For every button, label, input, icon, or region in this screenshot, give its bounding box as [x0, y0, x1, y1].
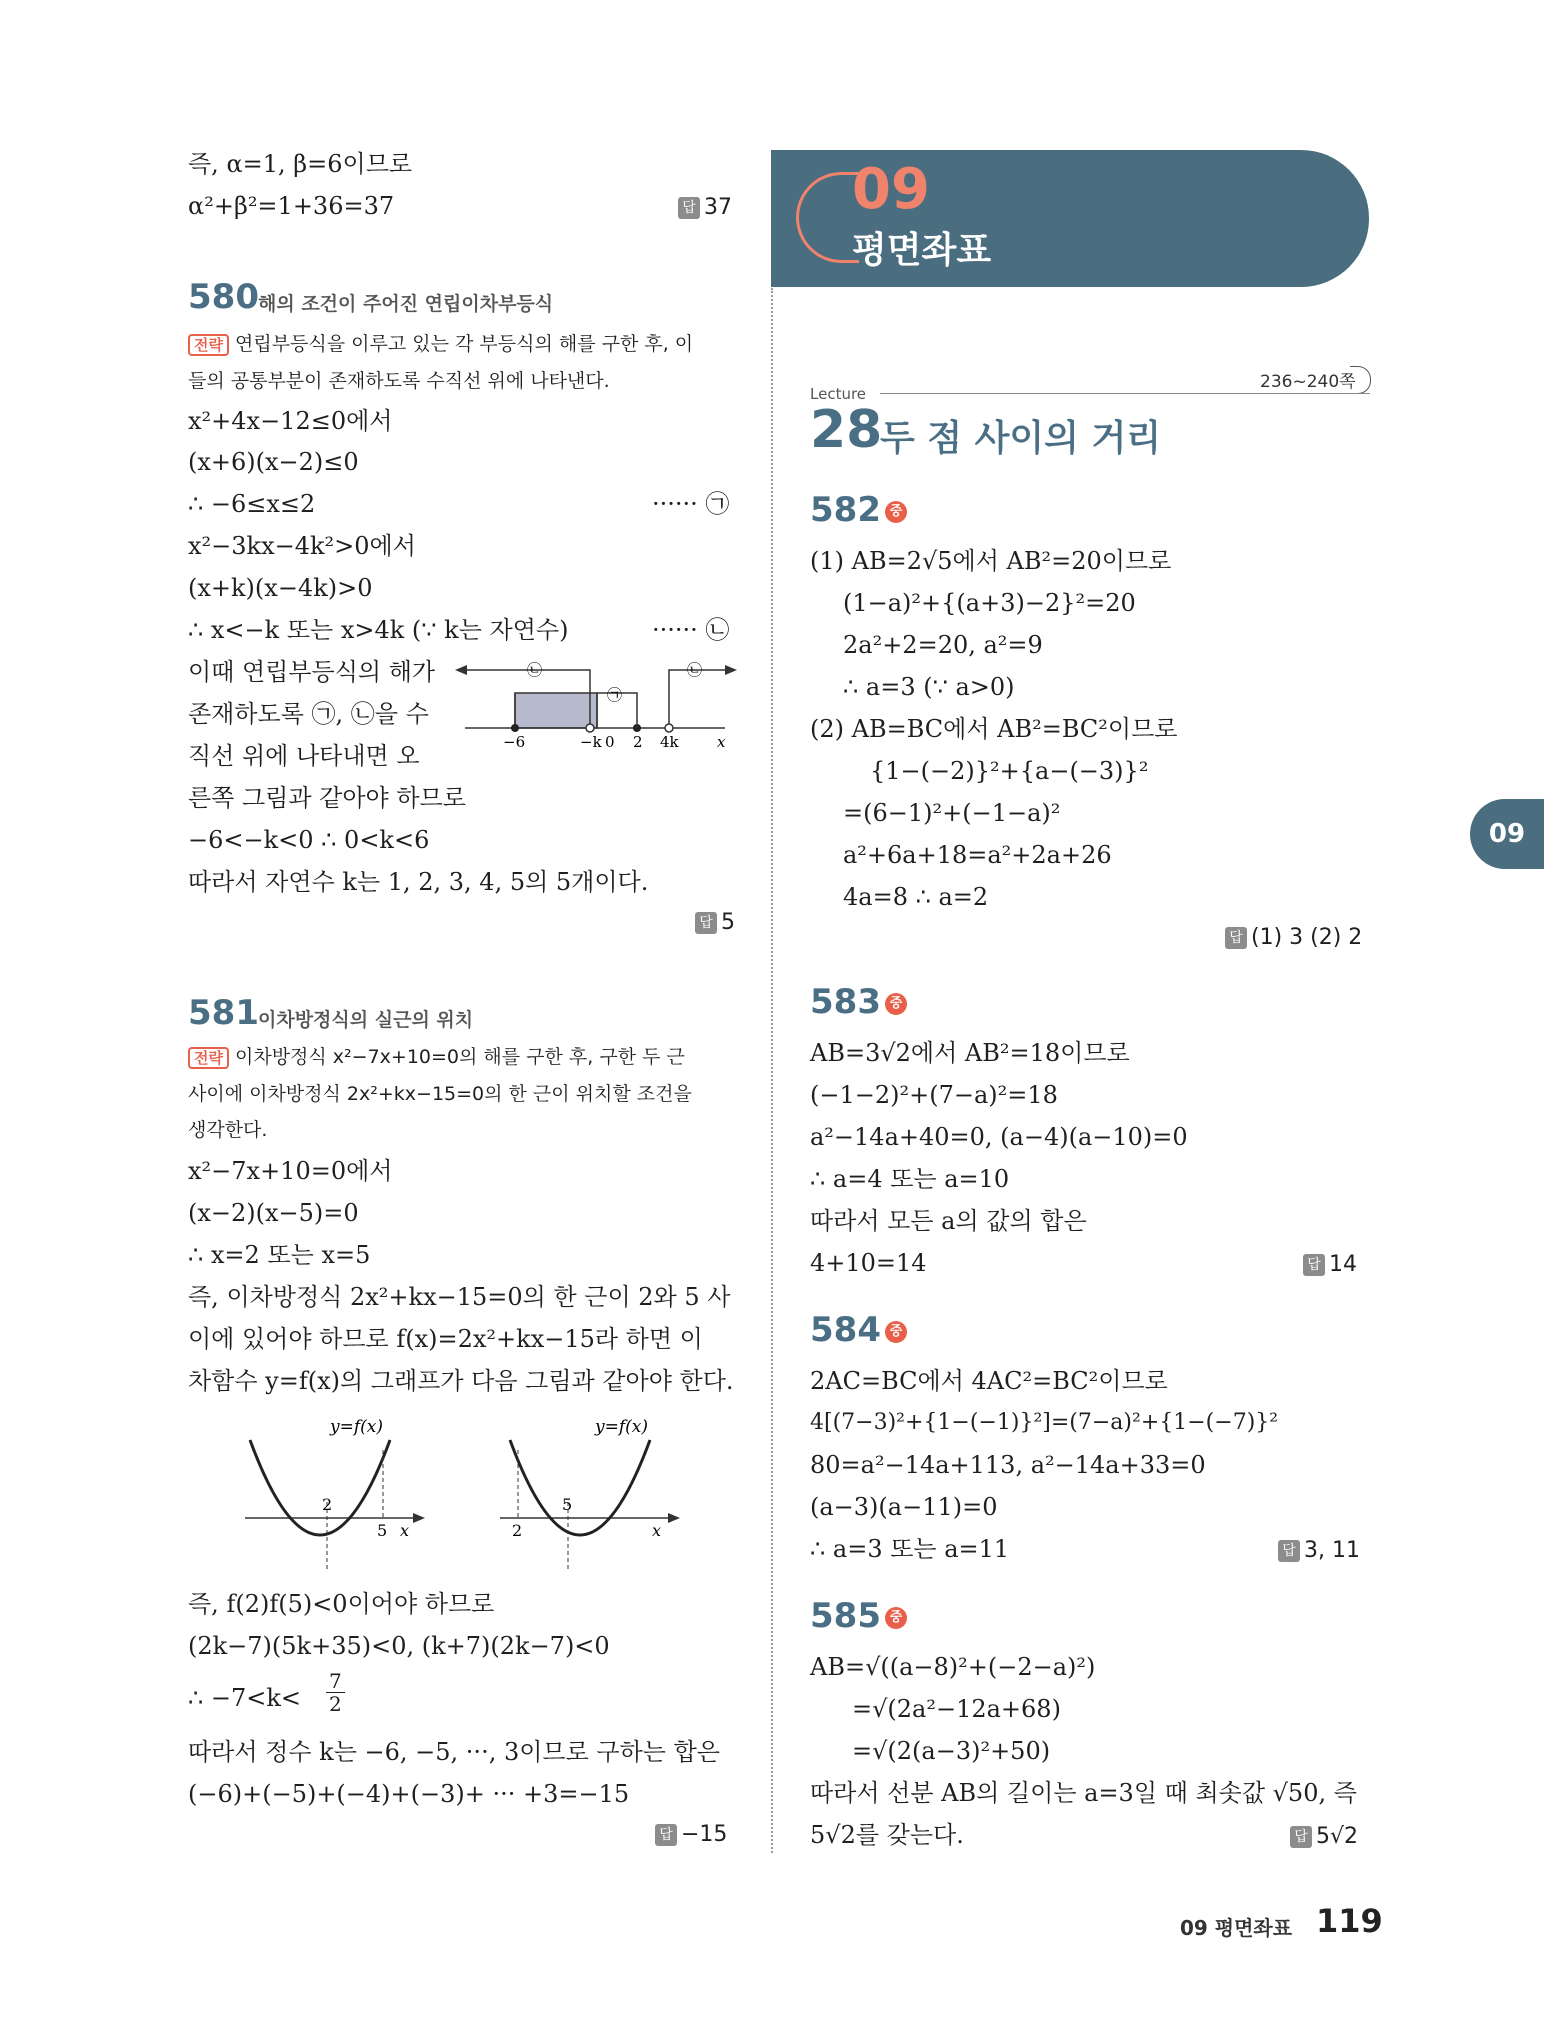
problem-number-text: 582	[810, 490, 881, 530]
axis-label: x	[400, 1521, 410, 1540]
answer-tag: 답	[695, 912, 717, 934]
footer-chapter-title: 09 평면좌표	[1180, 1916, 1293, 1940]
hint-text: 생각한다.	[188, 1119, 268, 1141]
answer	[1303, 1252, 1357, 1277]
text-line: ∴ a=3 또는 a=11	[810, 1535, 1010, 1563]
mark-label: ㉡	[527, 661, 543, 679]
text-line: (2k−7)(5k+35)<0, (k+7)(2k−7)<0	[188, 1632, 610, 1660]
text-line: =√(2a²−12a+68)	[852, 1695, 1061, 1723]
graph-label: y=f(x)	[330, 1417, 383, 1437]
problem-number	[810, 1596, 907, 1636]
answer	[678, 195, 732, 220]
answer-value: −15	[681, 1822, 728, 1847]
text-line: 차함수 y=f(x)의 그래프가 다음 그림과 같아야 한다.	[188, 1367, 734, 1395]
text-line: −6<−k<0 ∴ 0<k<6	[188, 826, 430, 854]
text-line: 존재하도록 ㉠, ㉡을 수	[188, 700, 429, 728]
text-line: ∴ x<−k 또는 x>4k (∵ k는 자연수)	[188, 616, 569, 644]
text-line: (x−2)(x−5)=0	[188, 1199, 359, 1227]
lecture-pages: 236~240쪽	[1260, 372, 1356, 392]
text-line: (x+k)(x−4k)>0	[188, 574, 373, 602]
axis-label: x	[652, 1521, 662, 1540]
text-line: 따라서 모든 a의 값의 합은	[810, 1207, 1087, 1235]
page-number: 119	[1316, 1902, 1383, 1940]
tick-label: 0	[605, 733, 615, 751]
text-line: 른쪽 그림과 같아야 하므로	[188, 784, 466, 812]
problem-title: 해의 조건이 주어진 연립이차부등식	[258, 293, 554, 315]
chapter-number: 09	[852, 157, 930, 222]
fraction	[326, 1670, 345, 1715]
strategy-hint	[188, 326, 733, 399]
text-line: 4a=8 ∴ a=2	[843, 883, 989, 911]
lecture-label: Lecture	[810, 385, 867, 403]
answer-tag: 답	[1225, 927, 1247, 949]
answer-tag: 답	[678, 197, 700, 219]
text-line: (2) AB=BC에서 AB²=BC²이므로	[810, 715, 1178, 743]
answer-value: (1) 3 (2) 2	[1251, 925, 1363, 950]
lecture-number: 28	[810, 400, 883, 460]
tick-label: −6	[503, 733, 526, 751]
answer	[655, 1822, 727, 1847]
text-line: (a−3)(a−11)=0	[810, 1493, 998, 1521]
text-line: (1−a)²+{(a+3)−2}²=20	[843, 589, 1136, 617]
answer	[1278, 1538, 1360, 1563]
strategy-hint	[188, 1039, 733, 1148]
text-line: ∴ x=2 또는 x=5	[188, 1241, 371, 1269]
problem-number: 580	[188, 277, 259, 317]
text-line: (−1−2)²+(7−a)²=18	[810, 1081, 1058, 1109]
text-line: 5√2를 갖는다.	[810, 1821, 964, 1849]
answer-value: 37	[704, 195, 732, 220]
answer-value: 3, 11	[1304, 1538, 1360, 1563]
problem-number	[810, 1310, 907, 1350]
problem-number-text: 585	[810, 1596, 881, 1636]
answer-tag: 답	[655, 1824, 677, 1846]
root-label: 2	[322, 1495, 333, 1514]
difficulty-badge: 중	[885, 1321, 907, 1343]
text-line: 따라서 선분 AB의 길이는 a=3일 때 최솟값 √50, 즉	[810, 1779, 1357, 1807]
text-line: ∴ −6≤x≤2	[188, 490, 316, 518]
problem-number	[810, 982, 907, 1022]
problem-number	[810, 490, 907, 530]
axis-label: x	[717, 733, 726, 751]
text-line: (−6)+(−5)+(−4)+(−3)+ ··· +3=−15	[188, 1780, 630, 1808]
text-line: 2AC=BC에서 4AC²=BC²이므로	[810, 1367, 1168, 1395]
mark-label: ㉡	[687, 661, 703, 679]
hint-text: 들의 공통부분이 존재하도록 수직선 위에 나타낸다.	[188, 370, 610, 392]
text-line: 따라서 자연수 k는 1, 2, 3, 4, 5의 5개이다.	[188, 868, 649, 896]
hint-text: 사이에 이차방정식 2x²+kx−15=0의 한 근이 위치할 조건을	[188, 1083, 692, 1105]
text-line: x²+4x−12≤0에서	[188, 407, 393, 435]
text-line: 즉, α=1, β=6이므로	[188, 150, 413, 178]
problem-number-text: 584	[810, 1310, 881, 1350]
text-line: 2a²+2=20, a²=9	[843, 631, 1043, 659]
point-negk	[586, 724, 594, 732]
tick-label: 4k	[660, 733, 679, 751]
text-line: AB=3√2에서 AB²=18이므로	[810, 1039, 1130, 1067]
answer	[695, 910, 735, 935]
chapter-side-tab: 09	[1470, 799, 1544, 869]
number-line-figure	[455, 655, 740, 755]
solution-region	[515, 693, 597, 728]
text-line: {1−(−2)}²+{a−(−3)}²	[870, 757, 1149, 785]
graph-label: y=f(x)	[595, 1417, 648, 1437]
root-label: 2	[512, 1521, 523, 1540]
mark: ······ ㉡	[652, 616, 730, 644]
lecture-rule	[880, 393, 1370, 394]
text-line: x²−3kx−4k²>0에서	[188, 532, 416, 560]
root-label: 5	[562, 1495, 573, 1514]
hint-text: 연립부등식을 이루고 있는 각 부등식의 해를 구한 후, 이	[234, 333, 694, 355]
graph-2	[490, 1410, 690, 1575]
answer-tag: 답	[1290, 1826, 1312, 1848]
tick-label: −k	[580, 733, 602, 751]
hint-text: 이차방정식 x²−7x+10=0의 해를 구한 후, 구한 두 근	[234, 1046, 685, 1068]
text-line: x²−7x+10=0에서	[188, 1157, 393, 1185]
fraction-denominator: 2	[329, 1692, 342, 1716]
text-line: ∴ −7<k<	[188, 1684, 302, 1712]
text-line: a²+6a+18=a²+2a+26	[843, 841, 1112, 869]
text-line: 즉, 이차방정식 2x²+kx−15=0의 한 근이 2와 5 사	[188, 1283, 731, 1311]
column-divider	[771, 288, 773, 1853]
fraction-numerator: 7	[326, 1670, 345, 1693]
strategy-label: 전략	[188, 1047, 229, 1069]
mark-label: ㉠	[607, 686, 623, 704]
answer-value: 14	[1329, 1252, 1357, 1277]
chapter-title: 평면좌표	[852, 230, 992, 271]
answer	[1225, 925, 1362, 950]
strategy-label: 전략	[188, 334, 229, 356]
lecture-title: 두 점 사이의 거리	[880, 418, 1162, 459]
point-4k	[665, 724, 673, 732]
text-line: AB=√((a−8)²+(−2−a)²)	[810, 1653, 1096, 1681]
problem-title: 이차방정식의 실근의 위치	[258, 1009, 474, 1031]
text-line: α²+β²=1+36=37	[188, 192, 395, 220]
answer	[1290, 1824, 1358, 1849]
text-line: ∴ a=4 또는 a=10	[810, 1165, 1010, 1193]
text-line: 4[(7−3)²+{1−(−1)}²]=(7−a)²+{1−(−7)}²	[810, 1410, 1279, 1435]
graph-1	[235, 1410, 435, 1575]
answer-tag: 답	[1278, 1540, 1300, 1562]
difficulty-badge: 중	[885, 501, 907, 523]
tick-label: 2	[633, 733, 643, 751]
text-line: 80=a²−14a+113, a²−14a+33=0	[810, 1451, 1206, 1479]
text-line: 이때 연립부등식의 해가	[188, 658, 436, 686]
text-line: =(6−1)²+(−1−a)²	[843, 799, 1061, 827]
answer-tag: 답	[1303, 1254, 1325, 1276]
mark: ······ ㉠	[652, 490, 730, 518]
root-label: 5	[377, 1521, 388, 1540]
text-line: (1) AB=2√5에서 AB²=20이므로	[810, 547, 1172, 575]
text-line: 이에 있어야 하므로 f(x)=2x²+kx−15라 하면 이	[188, 1325, 703, 1353]
difficulty-badge: 중	[885, 993, 907, 1015]
point-neg6	[511, 724, 519, 732]
text-line: 따라서 정수 k는 −6, −5, ···, 3이므로 구하는 합은	[188, 1738, 720, 1766]
text-line: ∴ a=3 (∵ a>0)	[843, 673, 1015, 701]
lecture-pages-bracket	[1350, 366, 1371, 394]
text-line: =√(2(a−3)²+50)	[852, 1737, 1051, 1765]
text-line: 4+10=14	[810, 1249, 927, 1277]
text-line: 직선 위에 나타내면 오	[188, 742, 420, 770]
text-line: (x+6)(x−2)≤0	[188, 448, 359, 476]
problem-number-text: 583	[810, 982, 881, 1022]
answer-value: 5√2	[1316, 1824, 1359, 1849]
text-line: 즉, f(2)f(5)<0이어야 하므로	[188, 1590, 495, 1618]
problem-number: 581	[188, 993, 259, 1033]
answer-value: 5	[721, 910, 735, 935]
text-line: a²−14a+40=0, (a−4)(a−10)=0	[810, 1123, 1188, 1151]
difficulty-badge: 중	[885, 1607, 907, 1629]
